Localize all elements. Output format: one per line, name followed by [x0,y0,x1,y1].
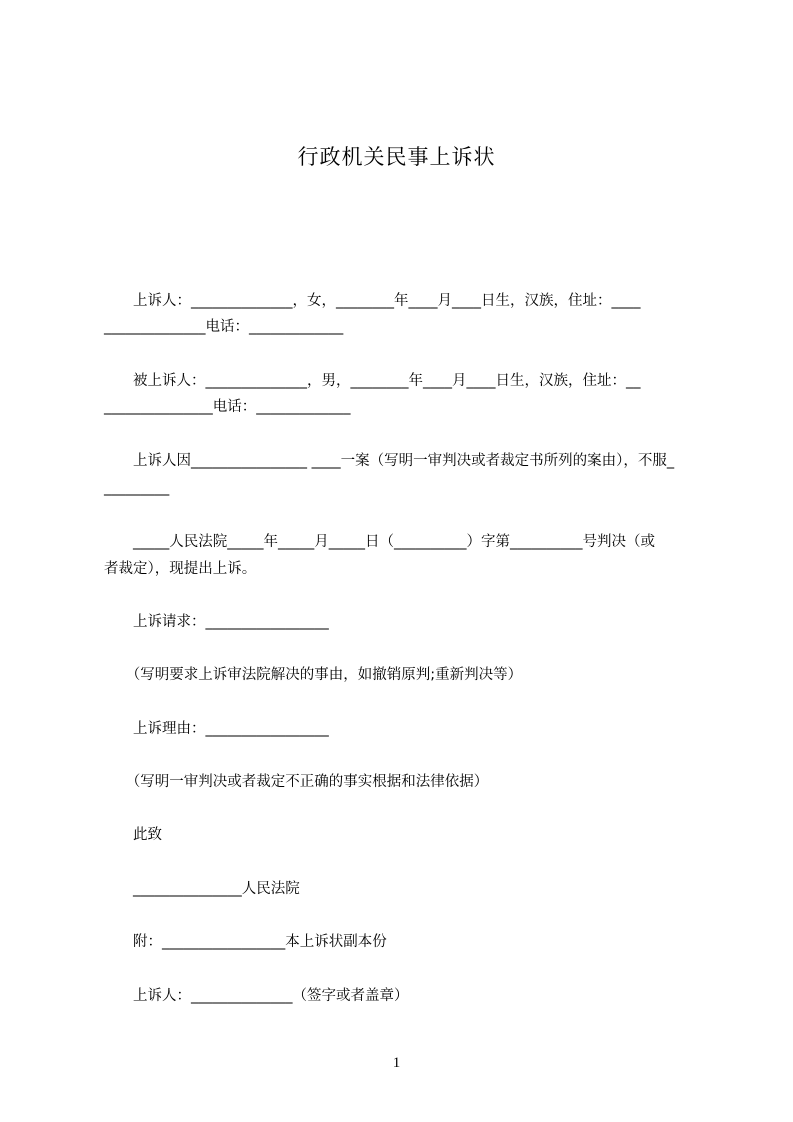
document-title: 行政机关民事上诉状 [297,145,496,169]
signature-line: 上诉人：______________（签字或者盖章） [104,988,409,1004]
appellant-line: 上诉人：______________，女，________年____月____日生，汉族，住址：____ [104,293,641,309]
salutation: 此致 [104,827,162,843]
appeal-reason-note: （写明一审判决或者裁定不正确的事实根据和法律依据） [104,774,489,790]
court-judgment-line-cont: 者裁定），现提出上诉。 [104,561,257,577]
court-name: _______________人民法院 [104,881,300,897]
appellee-phone-line: _______________电话：_____________ [104,399,351,415]
appeal-request: 上诉请求：_________________ [104,614,329,630]
appeal-reason: 上诉理由：_________________ [104,721,329,737]
attachment-line: 附：_________________本上诉状副本份 [104,934,387,950]
appellee-line: 被上诉人：______________，男，________年____月____日生，汉族，住址：__ [104,373,641,389]
court-judgment-line: _____人民法院_____年_____月_____日（__________）字第__________号判决（或 [104,534,655,550]
case-line: 上诉人因________________ ____一案（写明一审判决或者裁定书所列的案由），不服_ [104,453,675,469]
appellant-phone-line: ______________电话：_____________ [104,319,344,335]
case-line-cont: _________ [104,480,170,496]
page-number: 1 [392,1055,401,1071]
appeal-request-note: （写明要求上诉审法院解决的事由，如撤销原判;重新判决等） [104,667,523,683]
